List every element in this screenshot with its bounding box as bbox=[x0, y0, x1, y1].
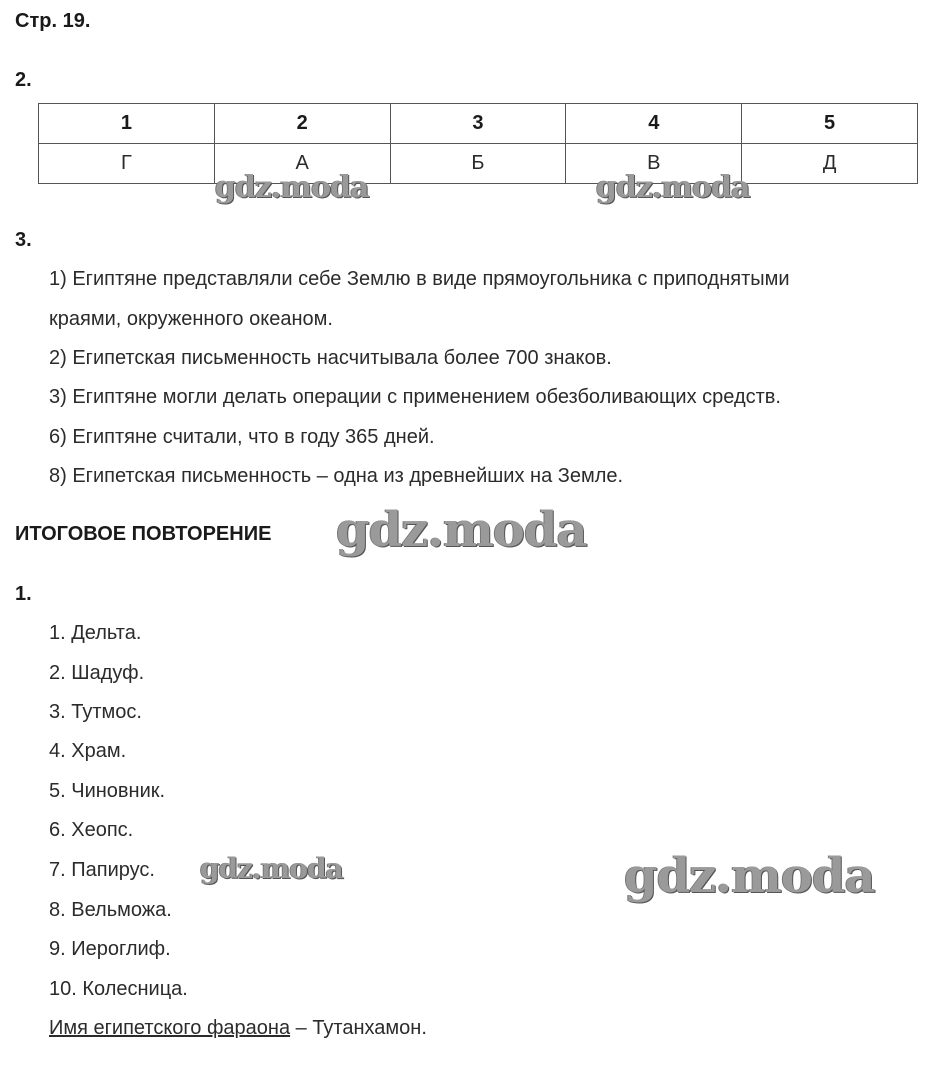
task-3-line: 6) Египтяне считали, что в году 365 дней. bbox=[49, 426, 435, 448]
list-item: 4. Храм. bbox=[49, 740, 127, 762]
list-item: 1. Дельта. bbox=[49, 622, 142, 644]
page-label: Стр. 19. bbox=[15, 10, 91, 32]
list-item: 9. Иероглиф. bbox=[49, 938, 171, 960]
table-cell: Г bbox=[39, 144, 215, 184]
table-cell: А bbox=[214, 144, 390, 184]
final-task-1-number: 1. bbox=[15, 583, 32, 605]
watermark: gdz.moda bbox=[200, 852, 343, 885]
task-3-number: 3. bbox=[15, 229, 32, 251]
task-3-line: краями, окруженного океаном. bbox=[49, 308, 333, 330]
table-header-cell: 2 bbox=[214, 104, 390, 144]
list-item: 2. Шадуф. bbox=[49, 662, 145, 684]
task-3-line: 8) Египетская письменность – одна из древнейших на Земле. bbox=[49, 465, 624, 487]
list-item: 6. Хеопс. bbox=[49, 819, 134, 841]
task-2-number: 2. bbox=[15, 69, 32, 91]
watermark: gdz.moda bbox=[215, 170, 369, 205]
answer-table bbox=[38, 103, 918, 184]
table-header-cell: 5 bbox=[742, 104, 918, 144]
task-3-line: 1) Египтяне представляли себе Землю в виде прямоугольника с приподнятыми bbox=[49, 268, 790, 290]
task-3-line: 3) Египтяне могли делать операции с применением обезболивающих средств. bbox=[49, 386, 781, 408]
watermark: gdz.moda bbox=[336, 502, 587, 558]
list-item: 7. Папирус. bbox=[49, 859, 155, 881]
list-item: 10. Колесница. bbox=[49, 978, 188, 1000]
answer-table-header-row bbox=[39, 104, 918, 144]
table-cell: Б bbox=[390, 144, 566, 184]
pharaoh-answer: – Тутанхамон. bbox=[290, 1017, 427, 1039]
list-item: 3. Тутмос. bbox=[49, 701, 142, 723]
list-item: 8. Вельможа. bbox=[49, 899, 172, 921]
table-cell: Д bbox=[742, 144, 918, 184]
pharaoh-line bbox=[49, 1017, 427, 1040]
table-header-cell: 3 bbox=[390, 104, 566, 144]
table-cell: В bbox=[566, 144, 742, 184]
table-header-cell: 4 bbox=[566, 104, 742, 144]
watermark: gdz.moda bbox=[596, 170, 750, 205]
table-header-cell: 1 bbox=[39, 104, 215, 144]
pharaoh-label: Имя египетского фараона bbox=[49, 1017, 291, 1039]
watermark: gdz.moda bbox=[624, 848, 875, 904]
answer-table-row bbox=[39, 144, 918, 184]
list-item: 5. Чиновник. bbox=[49, 780, 166, 802]
task-3-line: 2) Египетская письменность насчитывала более 700 знаков. bbox=[49, 347, 612, 369]
section-title: ИТОГОВОЕ ПОВТОРЕНИЕ bbox=[15, 523, 272, 545]
